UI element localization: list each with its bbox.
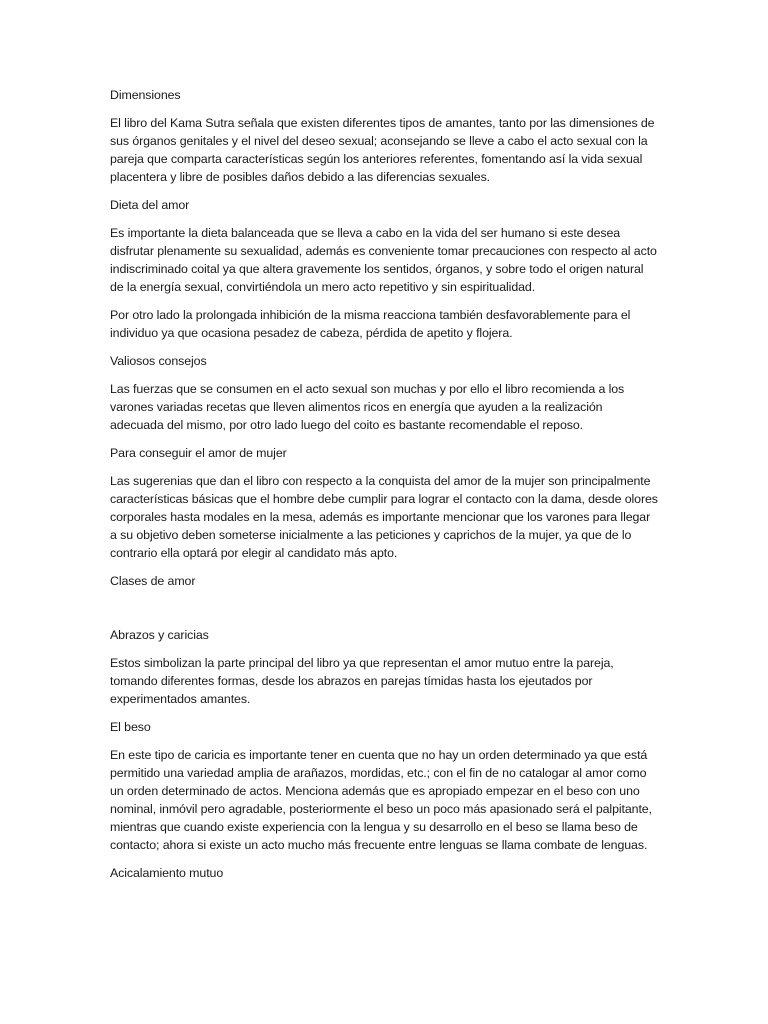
document-body [110, 86, 658, 892]
section-heading-para-conseguir: Para conseguir el amor de mujer [110, 446, 287, 460]
paragraph-dimensiones: El libro del Kama Sutra señala que existen diferentes tipos de amantes, tanto por las dimensiones de sus órganos genitales y el nivel del deseo sexual; aconsejando se lleve a cabo el acto sexual con la pareja que comparta características según los anteriores referentes, fomentando así la vida sexual placentera y libre de posibles daños debido a las diferencias sexuales. [110, 116, 655, 184]
section-heading-valiosos-consejos: Valiosos consejos [110, 354, 207, 368]
paragraph-abrazos-y-caricias: Estos simbolizan la parte principal del libro ya que representan el amor mutuo entre la pareja, tomando diferentes formas, desde los abrazos en parejas tímidas hasta los ejeutados por experimentados amantes. [110, 656, 614, 706]
blank-line [110, 600, 658, 626]
section-heading-clases-de-amor: Clases de amor [110, 574, 196, 588]
section-heading-dimensiones: Dimensiones [110, 88, 181, 102]
section-heading-acicalamiento-mutuo: Acicalamiento mutuo [110, 866, 224, 880]
paragraph-el-beso: En este tipo de caricia es importante tener en cuenta que no hay un orden determinado ya que está permitido una variedad amplia de arañazos, mordidas, etc.; con el fin de no catalogar al amor como un orden determinado de actos. Menciona además que es apropiado empezar en el beso con uno nominal, inmóvil pero agradable, posteriormente el beso un poco más apasionado será el palpitante, mientras que cuando existe experiencia con la lengua y su desarrollo en el beso se llama beso de contacto; ahora si existe un acto mucho más frecuente entre lenguas se llama combate de lenguas. [110, 748, 652, 852]
paragraph-dieta-del-amor-1: Es importante la dieta balanceada que se lleva a cabo en la vida del ser humano si este desea disfrutar plenamente su sexualidad, además es conveniente tomar precauciones con respecto al acto indiscriminado coital ya que altera gravemente los sentidos, órganos, y sobre todo el origen natural de la energía sexual, convirtiéndola un mero acto repetitivo y sin espiritualidad. [110, 226, 657, 294]
section-heading-abrazos-y-caricias: Abrazos y caricias [110, 628, 209, 642]
section-heading-el-beso: El beso [110, 720, 151, 734]
paragraph-para-conseguir: Las sugerenias que dan el libro con respecto a la conquista del amor de la mujer son principalmente características básicas que el hombre debe cumplir para lograr el contacto con la dama, desde olores corporales hasta modales en la mesa, además es importante mencionar que los varones para llegar a su objetivo deben someterse inicialmente a las peticiones y caprichos de la mujer, ya que de lo contrario ella optará por elegir al candidato más apto. [110, 474, 658, 560]
section-heading-dieta-del-amor: Dieta del amor [110, 198, 190, 212]
paragraph-dieta-del-amor-2: Por otro lado la prolongada inhibición de la misma reacciona también desfavorablemente para el individuo ya que ocasiona pesadez de cabeza, pérdida de apetito y flojera. [110, 308, 631, 340]
paragraph-valiosos-consejos: Las fuerzas que se consumen en el acto sexual son muchas y por ello el libro recomienda a los varones variadas recetas que lleven alimentos ricos en energía que ayuden a la realización adecuada del mismo, por otro lado luego del coito es bastante recomendable el reposo. [110, 382, 625, 432]
